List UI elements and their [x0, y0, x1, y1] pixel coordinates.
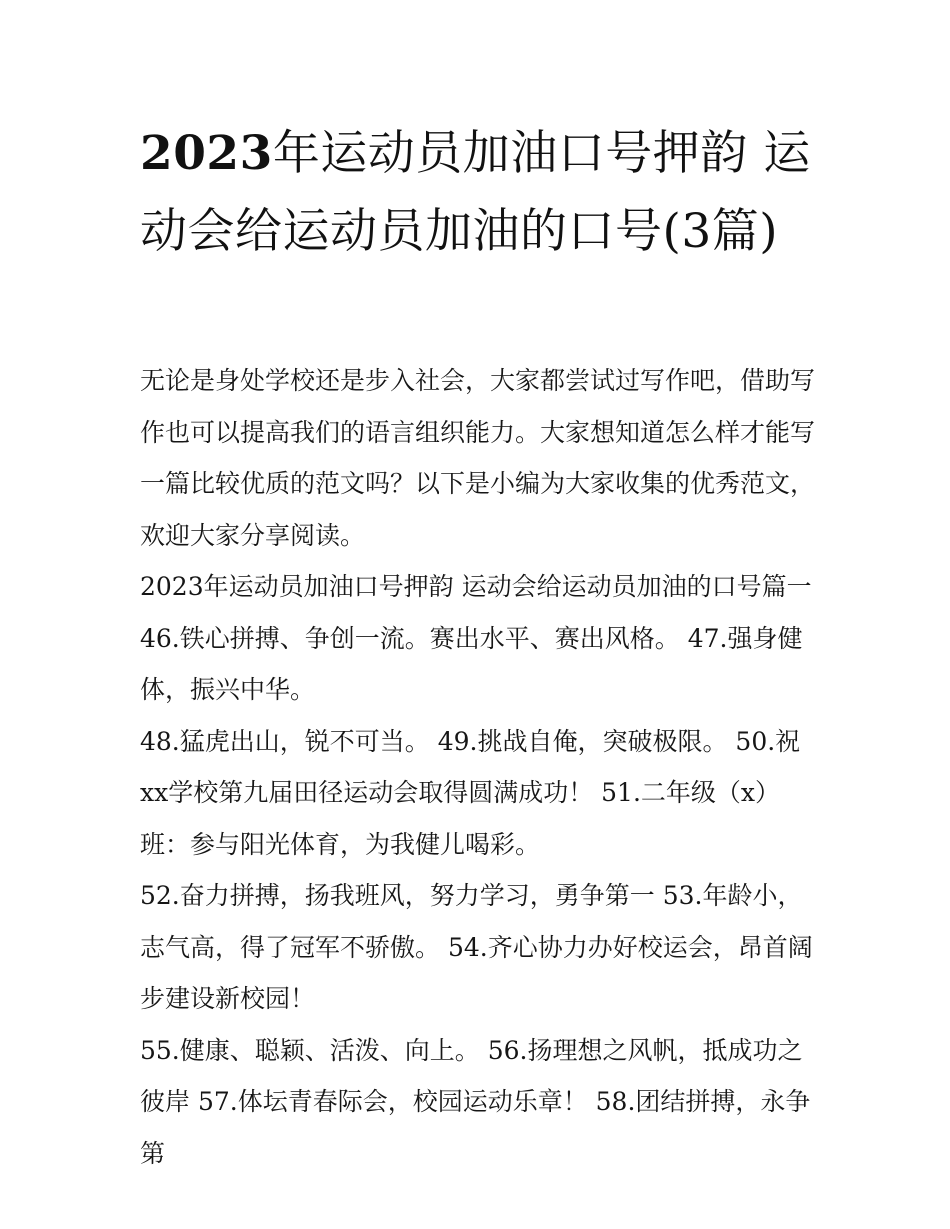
title-year: 2023 — [140, 126, 273, 181]
document-body — [140, 355, 820, 1179]
slogan-paragraph: 48.猛虎出山，锐不可当。 49.挑战自俺，突破极限。 50.祝xx学校第九届田径运动会取得圆满成功！ 51.二年级（x）班：参与阳光体育，为我健儿喝彩。 — [140, 726, 801, 859]
document-title — [140, 115, 820, 271]
title-text: 年运动员加油口号押韵 运动会给运动员加油的口号(3篇) — [140, 126, 811, 259]
slogan-paragraph: 46.铁心拼搏、争创一流。赛出水平、赛出风格。 47.强身健体，振兴中华。 — [140, 623, 803, 704]
slogan-paragraph: 55.健康、聪颖、活泼、向上。 56.扬理想之风帆，抵成功之彼岸 57.体坛青春际会，校园运动乐章！ 58.团结拼搏，永争第 — [140, 1035, 811, 1168]
slogan-paragraph: 52.奋力拼搏，扬我班风，努力学习，勇争第一 53.年龄小，志气高，得了冠军不骄傲。 54.齐心协力办好校运会，昂首阔步建设新校园！ — [140, 881, 813, 1013]
section-heading: 2023年运动员加油口号押韵 运动会给运动员加油的口号篇一 — [140, 572, 812, 601]
intro-paragraph: 无论是身处学校还是步入社会，大家都尝试过写作吧，借助写作也可以提高我们的语言组织能力。大家想知道怎么样才能写一篇比较优质的范文吗？以下是小编为大家收集的优秀范文，欢迎大家分享阅读。 — [140, 366, 816, 550]
